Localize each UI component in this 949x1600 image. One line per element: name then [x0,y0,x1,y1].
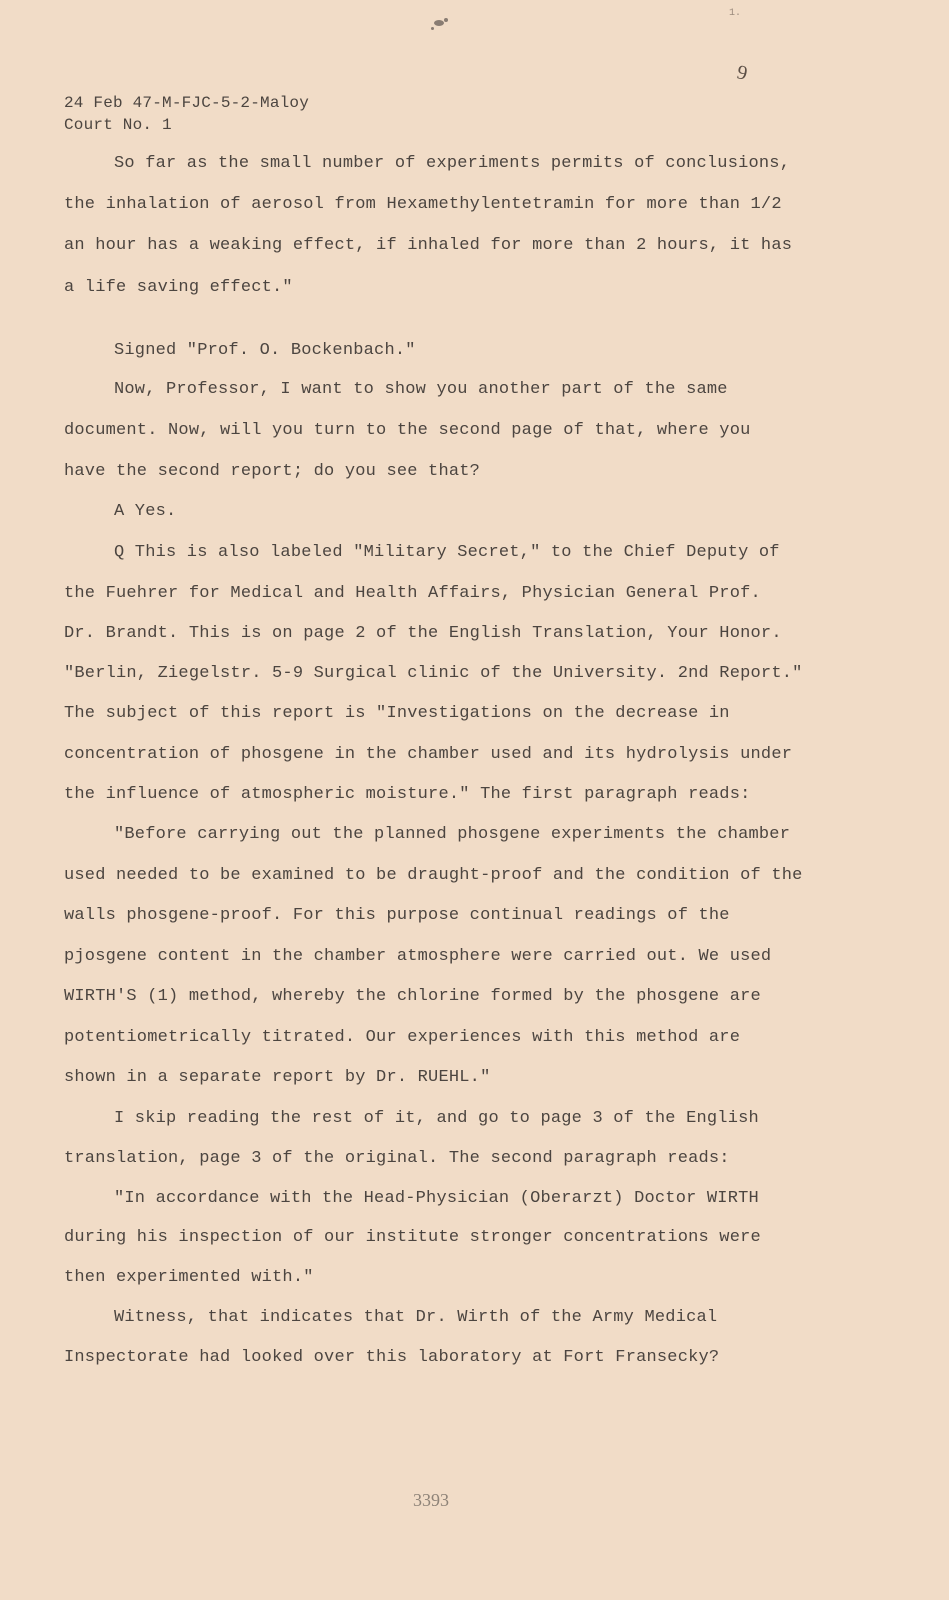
text-line: a life saving effect." [64,278,293,297]
text-line: "In accordance with the Head-Physician (Oberarzt) Doctor WIRTH [114,1189,759,1208]
ink-smudge [431,27,434,30]
ink-smudge [444,18,448,22]
text-line: potentiometrically titrated. Our experiences with this method are [64,1028,741,1047]
corner-mark: 1. [729,8,742,19]
header-line-1: 24 Feb 47-M-FJC-5-2-Maloy [64,94,310,112]
text-line: Inspectorate had looked over this laboratory at Fort Fransecky? [64,1348,720,1367]
text-line: have the second report; do you see that? [64,462,481,481]
text-line: the inhalation of aerosol from Hexamethylentetramin for more than 1/2 [64,195,782,214]
text-line: The subject of this report is "Investigations on the decrease in [64,704,730,723]
text-line: shown in a separate report by Dr. RUEHL." [64,1068,491,1087]
text-line: then experimented with." [64,1268,314,1287]
text-line: Q This is also labeled "Military Secret," to the Chief Deputy of [114,543,780,562]
page-number: 3393 [413,1490,449,1510]
text-line: So far as the small number of experiments permits of conclusions, [114,154,791,173]
text-line: A Yes. [114,502,177,521]
text-line: Now, Professor, I want to show you another part of the same [114,380,728,399]
text-line: during his inspection of our institute stronger concentrations were [64,1228,761,1247]
ink-smudge [434,20,444,26]
text-line: walls phosgene-proof. For this purpose continual readings of the [64,906,730,925]
text-line: Signed "Prof. O. Bockenbach." [114,341,416,360]
text-line: used needed to be examined to be draught-proof and the condition of the [64,866,803,885]
text-line: "Before carrying out the planned phosgene experiments the chamber [114,825,791,844]
header-line-2: Court No. 1 [64,116,172,134]
text-line: "Berlin, Ziegelstr. 5-9 Surgical clinic of the University. 2nd Report." [64,664,803,683]
text-line: I skip reading the rest of it, and go to page 3 of the English [114,1109,759,1128]
text-line: document. Now, will you turn to the second page of that, where you [64,421,751,440]
text-line: Dr. Brandt. This is on page 2 of the English Translation, Your Honor. [64,624,782,643]
text-line: pjosgene content in the chamber atmosphere were carried out. We used [64,947,772,966]
text-line: WIRTH'S (1) method, whereby the chlorine formed by the phosgene are [64,987,761,1006]
text-line: concentration of phosgene in the chamber used and its hydrolysis under [64,745,793,764]
text-line: an hour has a weaking effect, if inhaled for more than 2 hours, it has [64,236,793,255]
margin-mark: 9 [734,61,750,85]
text-line: the Fuehrer for Medical and Health Affairs, Physician General Prof. [64,584,761,603]
text-line: translation, page 3 of the original. The second paragraph reads: [64,1149,730,1168]
text-line: Witness, that indicates that Dr. Wirth of the Army Medical [114,1308,718,1327]
text-line: the influence of atmospheric moisture." The first paragraph reads: [64,785,751,804]
